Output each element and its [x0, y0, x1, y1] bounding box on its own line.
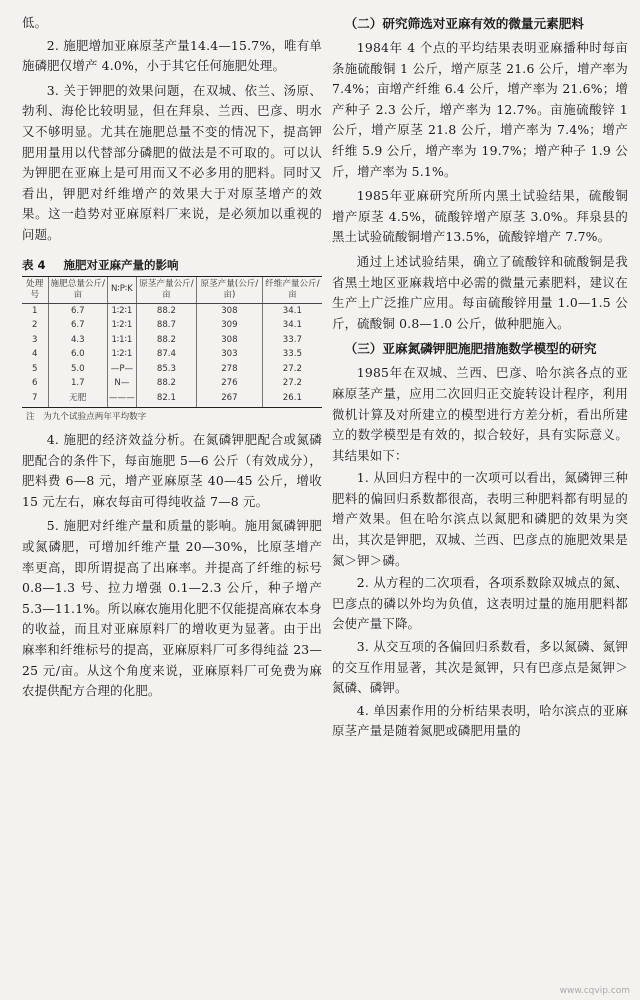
table-cell: 6.0 — [48, 347, 108, 362]
paragraph-result-4: 4. 单因素作用的分析结果表明，哈尔滨点的亚麻原茎产量是随着氮肥或磷肥用量的 — [332, 702, 628, 739]
table-cell: 27.2 — [262, 362, 322, 377]
paragraph-item-5: 5. 施肥对纤维产量和质量的影响。施用氮磷钾肥或氮磷肥，可增加纤维产量 20—30%，比原茎增产率更高，即所谓提高了出麻率。并提高了纤维的标号 0.8—1.3 号、拉力增强 0.1—2.3 公斤，种子增产5.3—11.1%。所以麻农施用化肥不仅能提高麻农本身的收益，而且对亚麻原料厂的增收更为显著。由于出麻率和纤维标号的提高，亚麻原料厂可多得纯益 23—25 元/亩。从这个角度来说，亚麻原料厂可免费为麻农提供配方合理的化肥。 — [22, 518, 322, 699]
table-note: 注 为九个试验点两年平均数字 — [26, 412, 147, 423]
paragraph-result-2: 2. 从方程的二次项看，各项系数除双城点的氮、巴彦点的磷以外均为负值，这表明过量的施用肥料都会使产量下降。 — [332, 575, 628, 632]
table-cell: 4.3 — [48, 333, 108, 348]
watermark: www.cqvip.com — [559, 986, 630, 996]
table-cell: 1∶2∶1 — [108, 303, 137, 318]
section-heading-3: （三）亚麻氮磷钾肥施肥措施数学模型的研究 — [344, 341, 597, 357]
table-cell: 6.7 — [48, 303, 108, 318]
table-cell: 6 — [32, 378, 38, 389]
table-cell: 无肥 — [48, 391, 108, 408]
paragraph-model-intro: 1985年在双城、兰西、巴彦、哈尔滨各点的亚麻原茎产量，应用二次回归正交旋转设计程序，利用微机计算及对所建立的模型进行方差分析，看出所建立的数学模型是有效的，拟合较好，具有实际意义。其结果如下： — [332, 365, 628, 463]
table-cell: 82.1 — [136, 391, 196, 408]
table-cell: 4 — [32, 349, 38, 360]
table-cell: 34.1 — [262, 303, 322, 318]
left-column — [22, 0, 322, 702]
table-cell: 27.2 — [262, 376, 322, 391]
table-cell: —P— — [108, 362, 137, 377]
table-cell: 1∶2∶1 — [108, 318, 137, 333]
table-cell: 87.4 — [136, 347, 196, 362]
table-row — [22, 362, 322, 377]
table-row — [22, 333, 322, 348]
table-cell: 308 — [197, 303, 263, 318]
table-header-cell: 原茎产量公斤/亩 — [136, 276, 196, 303]
table-row — [22, 391, 322, 408]
table-header-cell: N∶P∶K — [108, 276, 137, 303]
table-cell: ——— — [108, 391, 137, 408]
table-cell: 308 — [197, 333, 263, 348]
table-cell: 2 — [32, 320, 38, 331]
table-row — [22, 376, 322, 391]
table-cell: 278 — [197, 362, 263, 377]
paragraph-continuation: 低。 — [22, 15, 48, 30]
table-cell: 85.3 — [136, 362, 196, 377]
table-cell: 88.2 — [136, 303, 196, 318]
paragraph-1984-results: 1984年 4 个点的平均结果表明亚麻播种时每亩条施硫酸铜 1 公斤，增产原茎 21.6 公斤，增产率为 7.4%；亩增产纤维 6.4 公斤，增产率为 21.6%；增产种子 2.3 公斤，增产率为 12.7%。亩施硫酸锌 1 公斤，增产原茎 21.8 公斤，增产率为 7.4%；增产纤维 5.9 公斤，增产率为 19.7%；增产种子 1.9 公斤，增产率为 5.1%。 — [332, 40, 628, 179]
right-column — [332, 0, 628, 742]
table-cell: 26.1 — [262, 391, 322, 408]
table-header-row — [22, 276, 322, 303]
paragraph-result-1: 1. 从回归方程中的一次项可以看出，氮磷钾三种肥料的偏回归系数都很高，表明三种肥料都有明显的增产效果。但在哈尔滨点以氮肥和磷肥的效果为突出，其次是钾肥，双城、兰西、巴彦点的施肥效果是氮＞钾＞磷。 — [332, 470, 628, 568]
table-cell: 1.7 — [48, 376, 108, 391]
table-4 — [22, 256, 322, 425]
table-cell: 267 — [197, 391, 263, 408]
table-cell: 309 — [197, 318, 263, 333]
fertilizer-table — [22, 276, 322, 409]
table-cell: 303 — [197, 347, 263, 362]
table-row — [22, 318, 322, 333]
paragraph-item-4: 4. 施肥的经济效益分析。在氮磷钾肥配合或氮磷肥配合的条件下，每亩施肥 5—6 公斤（有效成分），肥料费 6—8 元，增产亚麻原茎 40—45 公斤，增收 15 元左右，麻农每亩可得纯收益 7—8 元。 — [22, 432, 322, 509]
table-cell: 3 — [32, 334, 38, 345]
table-header-cell: 原茎产量(公斤/亩) — [197, 276, 263, 303]
table-cell: 88.7 — [136, 318, 196, 333]
paragraph-1985-results: 1985年亚麻研究所所内黑土试验结果，硫酸铜增产原茎 4.5%，硫酸锌增产原茎 3.0%。拜泉县的黑土试验硫酸铜增产13.5%，硫酸锌增产 7.7%。 — [332, 188, 628, 245]
table-cell: 6.7 — [48, 318, 108, 333]
paragraph-conclusion: 通过上述试验结果，确立了硫酸锌和硫酸铜是我省黑土地区亚麻栽培中必需的微量元素肥料，建议在生产上广泛推广应用。每亩硫酸锌用量 1.0—1.5 公斤，硫酸铜 0.8—1.0 公斤，做种肥施入。 — [332, 253, 628, 331]
table-cell: 88.2 — [136, 333, 196, 348]
table-row — [22, 347, 322, 362]
table-title — [22, 256, 322, 274]
table-cell: N— — [108, 376, 137, 391]
table-cell: 88.2 — [136, 376, 196, 391]
table-header-cell: 处理号 — [22, 276, 48, 303]
table-cell: 7 — [22, 391, 48, 408]
table-label: 表 4 — [22, 257, 46, 272]
table-header-cell: 纤维产量公斤/亩 — [262, 276, 322, 303]
table-cell: 33.5 — [262, 347, 322, 362]
table-cell: 1 — [32, 305, 38, 316]
table-cell: 5.0 — [48, 362, 108, 377]
table-cell: 1∶2∶1 — [108, 347, 137, 362]
table-cell: 1∶1∶1 — [108, 333, 137, 348]
paragraph-item-3: 3. 关于钾肥的效果问题，在双城、依兰、汤原、勃利、海伦比较明显，但在拜泉、兰西、巴彦、明水又不够明显。尤其在施肥总量不变的情况下，提高钾肥用量用以代替部分磷肥的做法是不可取的。可以认为钾肥在亚麻上是可用而又不必多用的肥料。同时又看出，钾肥对纤维增产的效果大于对原茎增产的效果。这一趋势对亚麻原料厂来说，是必须加以重视的问题。 — [22, 82, 322, 242]
table-caption: 施肥对亚麻产量的影响 — [63, 257, 179, 272]
table-cell: 5 — [32, 363, 38, 374]
table-header-cell: 施肥总量公斤/亩 — [48, 276, 108, 303]
paragraph-result-3: 3. 从交互项的各偏回归系数看，多以氮磷、氮钾的交互作用显著，其次是氮钾，只有巴彦点是氮钾＞氮磷、磷钾。 — [332, 639, 628, 696]
section-heading-2: （二）研究筛选对亚麻有效的微量元素肥料 — [344, 16, 584, 31]
table-cell: 33.7 — [262, 333, 322, 348]
table-row — [22, 303, 322, 318]
paragraph-item-2: 2. 施肥增加亚麻原茎产量14.4—15.7%，唯有单施磷肥仅增产 4.0%，小于其它任何施肥处理。 — [22, 37, 322, 74]
table-cell: 34.1 — [262, 318, 322, 333]
table-cell: 276 — [197, 376, 263, 391]
